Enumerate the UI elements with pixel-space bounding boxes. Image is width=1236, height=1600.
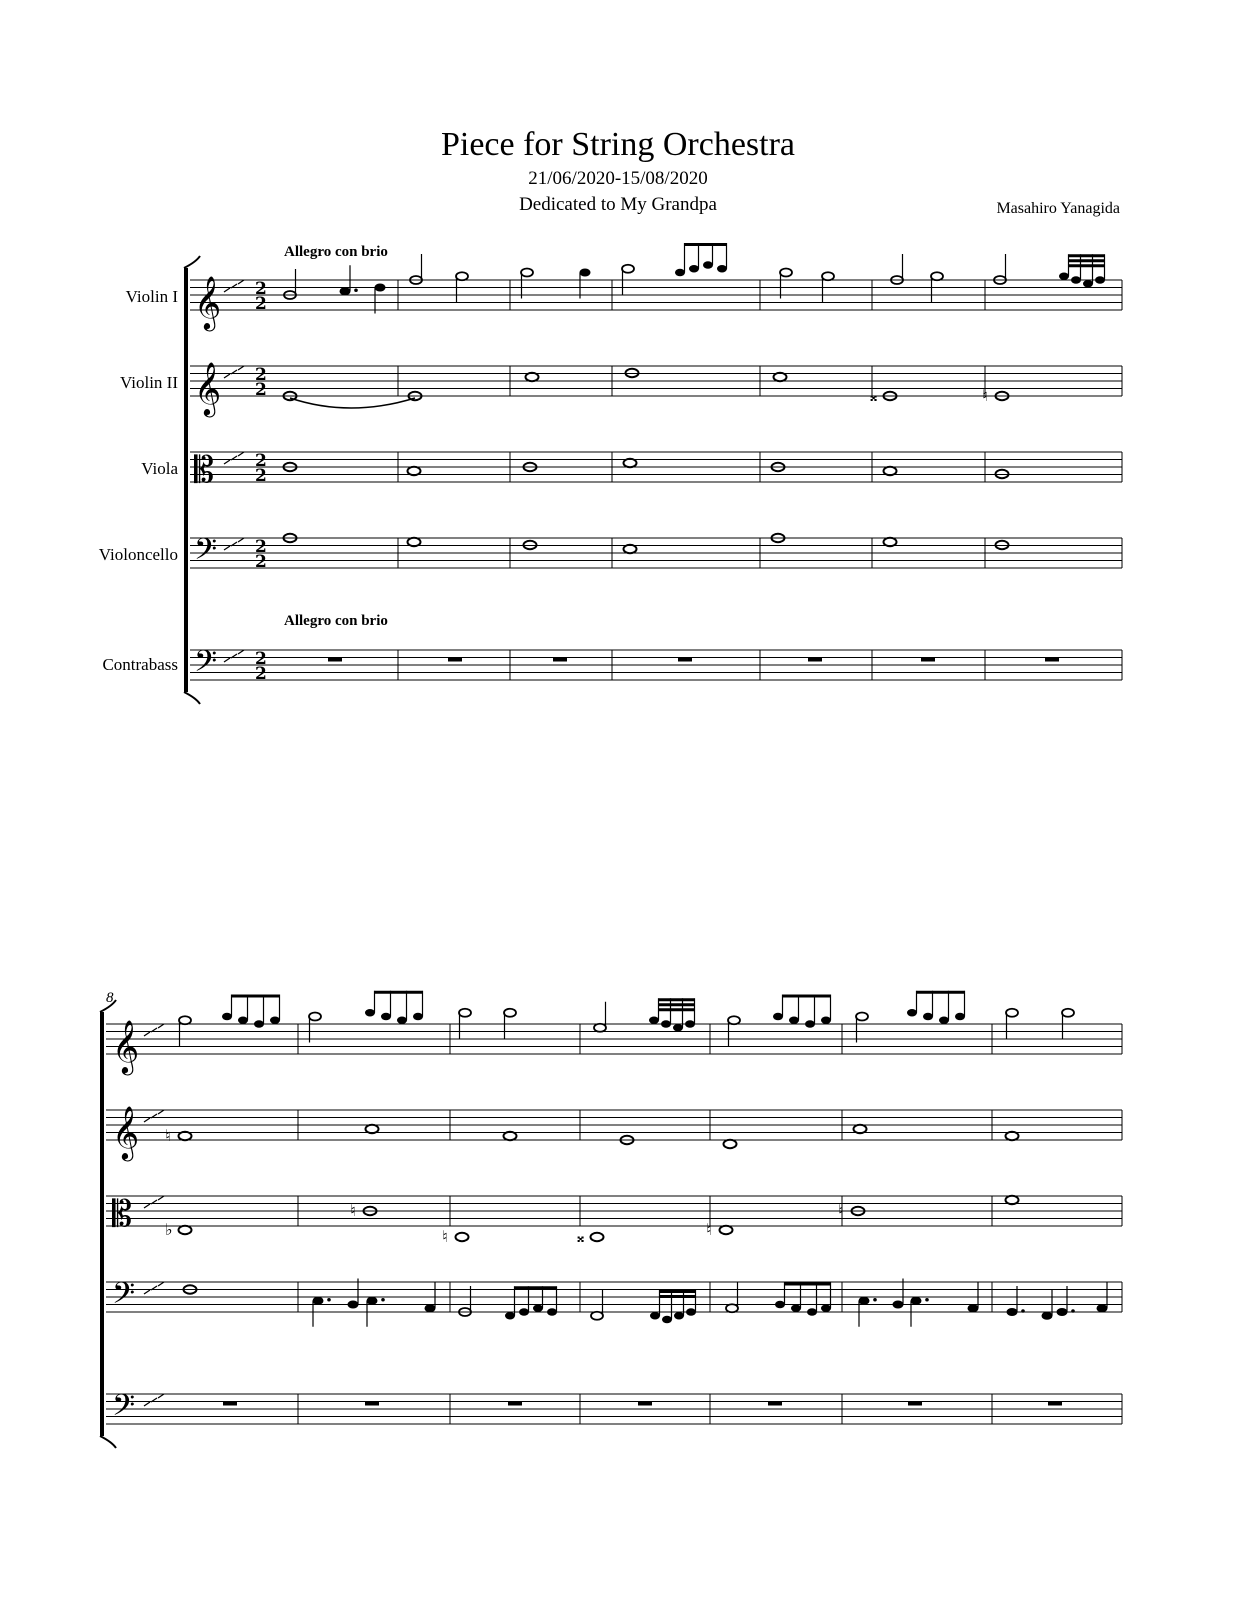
beamed-note bbox=[717, 265, 727, 272]
instrument-label-viola: Viola bbox=[141, 459, 178, 478]
note-beam bbox=[685, 243, 727, 246]
note-beam bbox=[1069, 259, 1105, 262]
key-signature-mark bbox=[224, 460, 230, 464]
key-signature-mark bbox=[238, 452, 244, 456]
beamed-note bbox=[775, 1301, 785, 1308]
half-note bbox=[591, 1312, 603, 1320]
key-signature-mark bbox=[144, 1290, 150, 1294]
beamed-note bbox=[413, 1013, 423, 1020]
whole-rest bbox=[921, 658, 935, 662]
beamed-note bbox=[686, 1308, 696, 1315]
instrument-label-contrabass: Contrabass bbox=[102, 655, 178, 674]
half-note bbox=[931, 272, 943, 280]
accidental: 𝄪 bbox=[577, 1227, 585, 1246]
whole-rest bbox=[448, 658, 462, 662]
beamed-note bbox=[703, 261, 713, 268]
whole-note bbox=[179, 1132, 192, 1140]
quarter-note bbox=[1007, 1308, 1018, 1316]
beamed-note bbox=[238, 1017, 248, 1024]
half-note bbox=[1006, 1009, 1018, 1017]
composition-dates: 21/06/2020-15/08/2020 bbox=[528, 168, 708, 189]
beamed-note bbox=[519, 1308, 529, 1315]
key-signature-mark bbox=[224, 546, 230, 550]
beamed-note bbox=[955, 1013, 965, 1020]
time-signature-top: 2 bbox=[255, 279, 267, 299]
beamed-note bbox=[661, 1020, 671, 1027]
whole-note bbox=[854, 1125, 867, 1133]
treble-clef-icon: 𝄞 bbox=[194, 275, 222, 329]
measure-number: 8 bbox=[106, 990, 114, 1006]
beamed-note bbox=[773, 1013, 783, 1020]
quarter-note bbox=[911, 1297, 922, 1305]
beamed-note bbox=[662, 1316, 672, 1323]
system-bracket bbox=[184, 268, 188, 692]
beamed-note bbox=[649, 1017, 659, 1024]
beamed-note bbox=[533, 1305, 543, 1312]
key-signature-mark bbox=[158, 1024, 164, 1028]
half-note bbox=[456, 272, 468, 280]
key-signature-mark bbox=[158, 1110, 164, 1114]
beamed-note bbox=[254, 1020, 264, 1027]
beamed-note bbox=[270, 1017, 280, 1024]
beamed-note bbox=[789, 1017, 799, 1024]
note-beam bbox=[917, 991, 965, 994]
note-beam bbox=[1069, 254, 1105, 257]
whole-note bbox=[179, 1226, 192, 1234]
key-signature-mark bbox=[224, 658, 230, 662]
beamed-note bbox=[685, 1020, 695, 1027]
whole-note bbox=[624, 545, 637, 553]
whole-note bbox=[504, 1132, 517, 1140]
beamed-note bbox=[381, 1013, 391, 1020]
score-title: Piece for String Orchestra bbox=[440, 126, 796, 163]
half-note bbox=[594, 1024, 606, 1032]
key-signature-mark bbox=[144, 1032, 150, 1036]
time-signature-top: 2 bbox=[255, 649, 267, 669]
whole-rest bbox=[508, 1402, 522, 1406]
half-note bbox=[459, 1009, 471, 1017]
beamed-note bbox=[674, 1312, 684, 1319]
whole-note bbox=[884, 467, 897, 475]
accidental: ♮ bbox=[350, 1201, 356, 1220]
whole-note bbox=[724, 1140, 737, 1148]
system-bracket bbox=[184, 256, 200, 268]
system-bracket bbox=[184, 692, 200, 704]
accidental: ♮ bbox=[706, 1220, 712, 1239]
beamed-note bbox=[397, 1017, 407, 1024]
key-signature-mark bbox=[238, 538, 244, 542]
beamed-note bbox=[907, 1009, 917, 1016]
beamed-note bbox=[821, 1305, 831, 1312]
accidental: ♮ bbox=[442, 1227, 448, 1246]
time-signature-bottom: 2 bbox=[255, 664, 267, 684]
time-signature-top: 2 bbox=[255, 451, 267, 471]
treble-clef-icon: 𝄞 bbox=[112, 1105, 140, 1159]
beamed-note bbox=[807, 1308, 817, 1315]
whole-note bbox=[1006, 1132, 1019, 1140]
treble-clef-icon: 𝄞 bbox=[112, 1019, 140, 1073]
quarter-note bbox=[580, 269, 591, 277]
whole-note bbox=[624, 459, 637, 467]
whole-rest bbox=[1048, 1402, 1062, 1406]
time-signature-bottom: 2 bbox=[255, 294, 267, 314]
beamed-note bbox=[650, 1312, 660, 1319]
beamed-note bbox=[1071, 276, 1081, 283]
treble-clef-icon: 𝄞 bbox=[194, 361, 222, 415]
half-note bbox=[504, 1009, 516, 1017]
note-beam bbox=[659, 998, 695, 1001]
whole-rest bbox=[908, 1402, 922, 1406]
whole-note bbox=[720, 1226, 733, 1234]
beamed-note bbox=[821, 1017, 831, 1024]
whole-rest bbox=[1045, 658, 1059, 662]
quarter-note bbox=[893, 1301, 904, 1309]
quarter-note bbox=[340, 287, 351, 295]
composer-name: Masahiro Yanagida bbox=[996, 200, 1120, 217]
alto-clef-icon: 𝄡 bbox=[112, 1194, 133, 1235]
whole-note bbox=[408, 538, 421, 546]
dot bbox=[354, 288, 358, 292]
system-bracket bbox=[100, 1436, 116, 1448]
whole-rest bbox=[553, 658, 567, 662]
whole-note bbox=[591, 1233, 604, 1241]
whole-note bbox=[526, 373, 539, 381]
beamed-note bbox=[675, 269, 685, 276]
whole-rest bbox=[678, 658, 692, 662]
accidental: ♮ bbox=[838, 1201, 844, 1220]
quarter-note bbox=[1057, 1308, 1068, 1316]
beamed-note bbox=[923, 1013, 933, 1020]
note-beam bbox=[375, 991, 423, 994]
half-note bbox=[822, 272, 834, 280]
dot bbox=[925, 1298, 929, 1302]
quarter-note bbox=[859, 1297, 870, 1305]
note-beam bbox=[232, 995, 280, 998]
time-signature-top: 2 bbox=[255, 537, 267, 557]
bass-clef-icon: 𝄢 bbox=[112, 1277, 136, 1318]
dot bbox=[1071, 1309, 1075, 1313]
half-note bbox=[1062, 1009, 1074, 1017]
beamed-note bbox=[1059, 273, 1069, 280]
beamed-note bbox=[939, 1017, 949, 1024]
dot bbox=[381, 1298, 385, 1302]
accidental: ♮ bbox=[982, 386, 988, 405]
instrument-label-violin-2: Violin II bbox=[120, 373, 178, 392]
alto-clef-icon: 𝄡 bbox=[194, 450, 215, 491]
whole-note bbox=[774, 373, 787, 381]
accidental: ♮ bbox=[165, 1126, 171, 1145]
half-note bbox=[780, 269, 792, 277]
key-signature-mark bbox=[158, 1394, 164, 1398]
beamed-note bbox=[673, 1024, 683, 1031]
half-note bbox=[521, 269, 533, 277]
whole-rest bbox=[223, 1402, 237, 1406]
half-note bbox=[179, 1016, 191, 1024]
time-signature-bottom: 2 bbox=[255, 466, 267, 486]
whole-rest bbox=[808, 658, 822, 662]
note-beam bbox=[659, 1003, 695, 1006]
whole-rest bbox=[638, 1402, 652, 1406]
whole-note bbox=[408, 467, 421, 475]
note-beam bbox=[660, 1290, 696, 1293]
dedication: Dedicated to My Grandpa bbox=[519, 194, 717, 215]
dot bbox=[1021, 1309, 1025, 1313]
instrument-label-violoncello: Violoncello bbox=[98, 545, 178, 564]
whole-note bbox=[456, 1233, 469, 1241]
key-signature-mark bbox=[158, 1196, 164, 1200]
system-bracket bbox=[100, 1012, 104, 1436]
key-signature-mark bbox=[144, 1402, 150, 1406]
bass-clef-icon: 𝄢 bbox=[194, 645, 218, 686]
beamed-note bbox=[365, 1009, 375, 1016]
half-note bbox=[309, 1013, 321, 1021]
half-note bbox=[726, 1304, 738, 1312]
half-note bbox=[728, 1016, 740, 1024]
quarter-note bbox=[348, 1301, 359, 1309]
time-signature-bottom: 2 bbox=[255, 552, 267, 572]
whole-rest bbox=[768, 1402, 782, 1406]
accidental: ♭ bbox=[165, 1220, 173, 1239]
key-signature-mark bbox=[144, 1118, 150, 1122]
note-beam bbox=[659, 1008, 695, 1011]
key-signature-mark bbox=[144, 1204, 150, 1208]
half-note bbox=[622, 265, 634, 273]
key-signature-mark bbox=[158, 1282, 164, 1286]
whole-rest bbox=[365, 1402, 379, 1406]
note-beam bbox=[660, 1295, 696, 1298]
half-note bbox=[856, 1013, 868, 1021]
beamed-note bbox=[689, 265, 699, 272]
whole-note bbox=[884, 538, 897, 546]
quarter-note bbox=[367, 1297, 378, 1305]
accidental: 𝄪 bbox=[870, 386, 878, 405]
whole-note bbox=[1006, 1196, 1019, 1204]
beamed-note bbox=[547, 1308, 557, 1315]
beamed-note bbox=[222, 1013, 232, 1020]
instrument-label-violin-1: Violin I bbox=[125, 287, 178, 306]
quarter-note bbox=[968, 1304, 979, 1312]
key-signature-mark bbox=[224, 374, 230, 378]
tempo-marking-top: Allegro con brio bbox=[284, 244, 388, 260]
bass-clef-icon: 𝄢 bbox=[194, 533, 218, 574]
note-beam bbox=[783, 995, 831, 998]
beamed-note bbox=[1083, 280, 1093, 287]
beamed-note bbox=[505, 1312, 515, 1319]
quarter-note bbox=[375, 284, 386, 292]
time-signature-bottom: 2 bbox=[255, 380, 267, 400]
tempo-marking-contrabass: Allegro con brio bbox=[284, 613, 388, 629]
key-signature-mark bbox=[238, 366, 244, 370]
key-signature-mark bbox=[238, 280, 244, 284]
bass-clef-icon: 𝄢 bbox=[112, 1389, 136, 1430]
quarter-note bbox=[313, 1297, 324, 1305]
quarter-note bbox=[1042, 1312, 1053, 1320]
time-signature-top: 2 bbox=[255, 365, 267, 385]
whole-note bbox=[366, 1125, 379, 1133]
beamed-note bbox=[791, 1305, 801, 1312]
key-signature-mark bbox=[224, 288, 230, 292]
dot bbox=[873, 1298, 877, 1302]
note-beam bbox=[785, 1283, 831, 1286]
note-beam bbox=[515, 1286, 557, 1289]
quarter-note bbox=[425, 1304, 436, 1312]
note-beam bbox=[1069, 264, 1105, 267]
dot bbox=[327, 1298, 331, 1302]
beamed-note bbox=[805, 1020, 815, 1027]
whole-rest bbox=[328, 658, 342, 662]
quarter-note bbox=[1097, 1304, 1108, 1312]
tie bbox=[290, 398, 415, 408]
key-signature-mark bbox=[238, 650, 244, 654]
beamed-note bbox=[1095, 276, 1105, 283]
